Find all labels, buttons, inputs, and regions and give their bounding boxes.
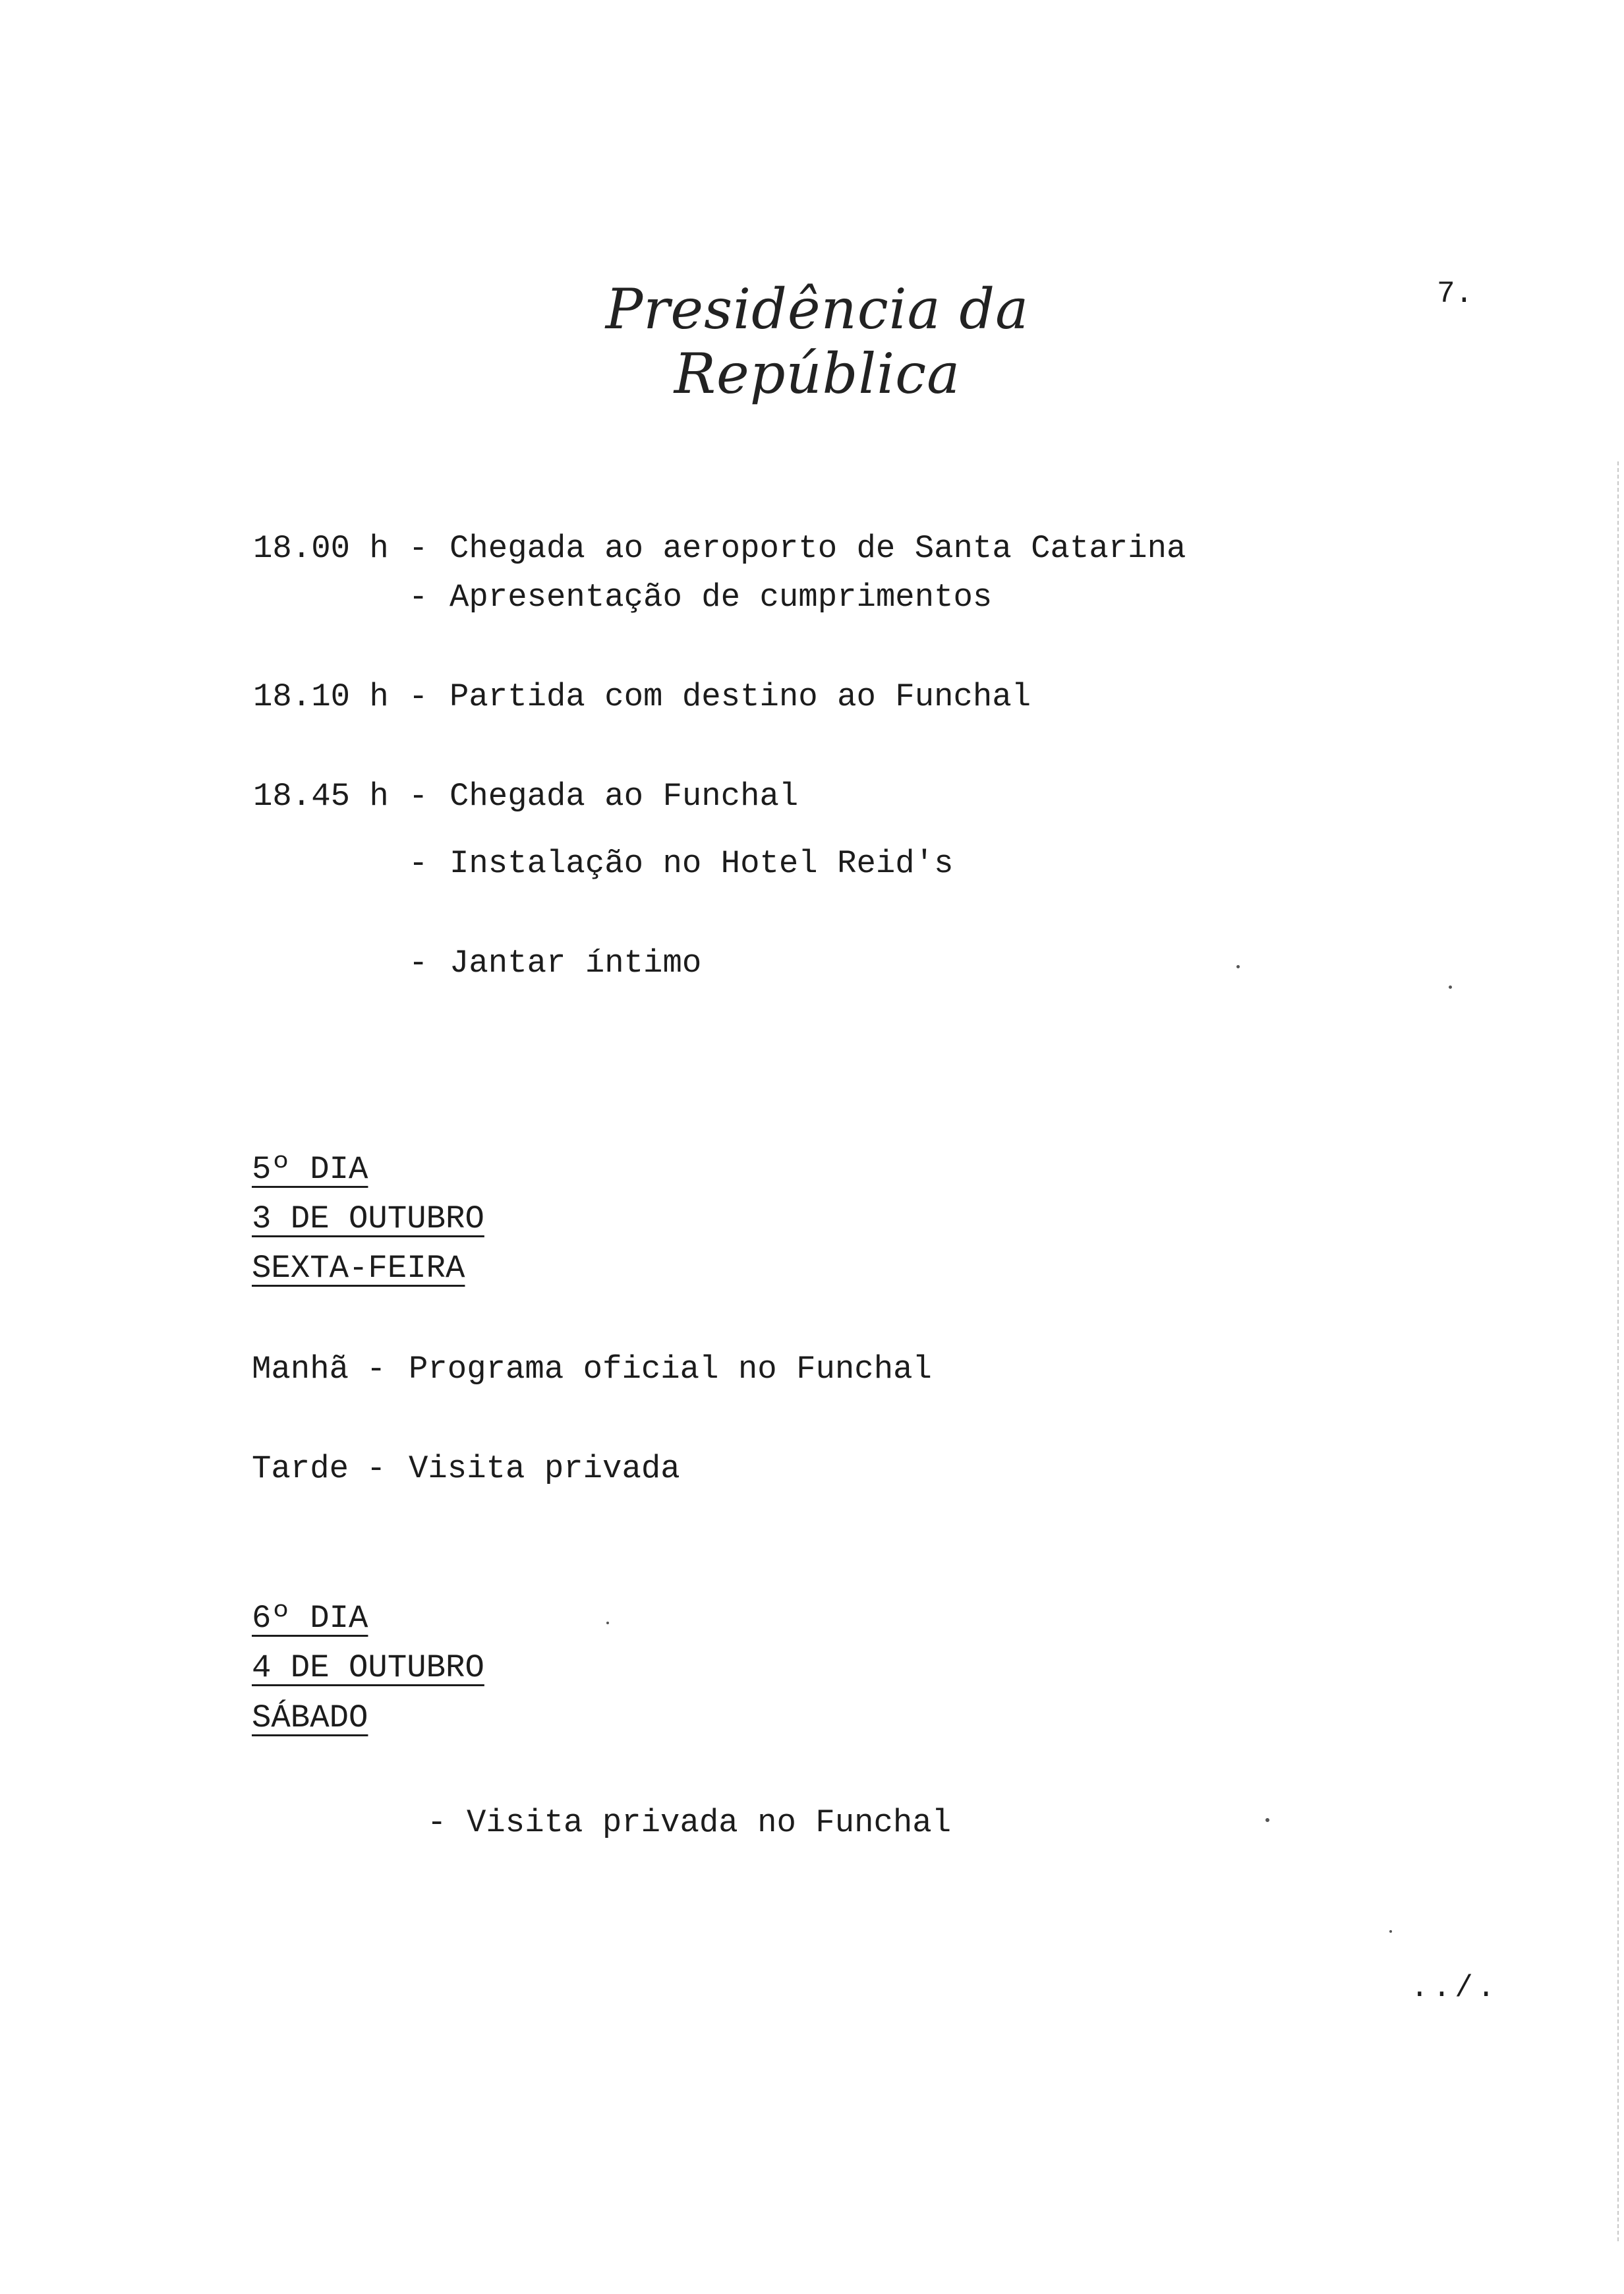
schedule-item: Partida com destino ao Funchal [450, 678, 1031, 715]
letterhead-title: Presidência da República [605, 277, 1030, 406]
day6-date: 4 DE OUTUBRO [252, 1649, 484, 1686]
page-number: 7. [1437, 277, 1474, 311]
dash: - [427, 1804, 447, 1841]
scan-speck [1265, 1818, 1269, 1822]
day5-weekday: SEXTA-FEIRA [252, 1250, 465, 1287]
dash: - [409, 845, 428, 882]
scan-edge [1615, 461, 1619, 2241]
schedule-time: 18.00 h [253, 530, 389, 567]
dash: - [409, 945, 428, 982]
schedule-item: Chegada ao Funchal [450, 778, 799, 815]
dash: - [409, 678, 428, 715]
day5-morning-text: Programa oficial no Funchal [409, 1351, 932, 1388]
schedule-item: Chegada ao aeroporto de Santa Catarina [450, 530, 1186, 567]
scan-speck [1449, 985, 1452, 989]
dash: - [409, 530, 428, 567]
dash: - [366, 1450, 386, 1487]
day5-afternoon-label: Tarde [252, 1450, 349, 1487]
day5-date: 3 DE OUTUBRO [252, 1200, 484, 1237]
dash: - [409, 579, 428, 616]
scan-speck [606, 1622, 609, 1624]
schedule-item: Instalação no Hotel Reid's [450, 845, 954, 882]
day5-morning-label: Manhã [252, 1351, 349, 1388]
schedule-item: Apresentação de cumprimentos [450, 579, 993, 616]
scan-speck [1236, 965, 1240, 968]
day6-item: Visita privada no Funchal [467, 1804, 952, 1841]
scan-speck [1389, 1930, 1392, 1933]
continuation-mark: ../. [1410, 1971, 1499, 2005]
schedule-item: Jantar íntimo [450, 945, 702, 982]
day5-afternoon-text: Visita privada [409, 1450, 680, 1487]
day6-weekday: SÁBADO [252, 1699, 368, 1736]
dash: - [366, 1351, 386, 1388]
day6-heading: 6º DIA [252, 1600, 368, 1637]
schedule-time: 18.45 h [253, 778, 389, 815]
day5-heading: 5º DIA [252, 1151, 368, 1188]
dash: - [409, 778, 428, 815]
schedule-time: 18.10 h [253, 678, 389, 715]
